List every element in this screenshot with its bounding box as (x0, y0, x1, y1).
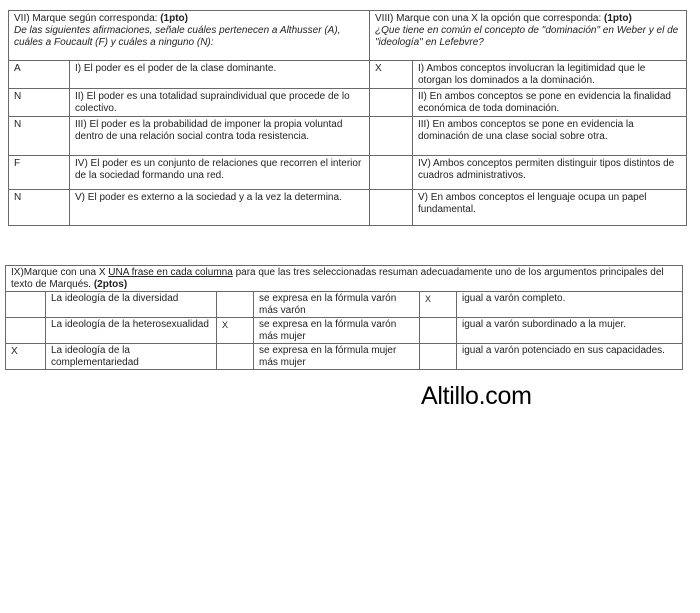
option-text: IV) Ambos conceptos permiten distinguir tipos distintos de cuadros administrativos. (413, 156, 687, 190)
column3-text: igual a varón subordinado a la mujer. (457, 318, 683, 344)
column2-mark (217, 292, 254, 318)
column2-mark: X (217, 318, 254, 344)
column1-mark: X (6, 344, 46, 370)
column1-text: La ideología de la diversidad (46, 292, 217, 318)
option-text: V) En ambos conceptos el lenguaje ocupa un papel fundamental. (413, 190, 687, 226)
section-ix-title-a: IX)Marque con una X (11, 267, 109, 278)
section-viii-question: ¿Que tiene en común el concepto de "dominación" en Weber y el de "ideología" en Lefebvre? (375, 25, 679, 48)
option-mark (370, 156, 413, 190)
statement-text: V) El poder es externo a la sociedad y a la vez la determina. (70, 190, 370, 226)
column3-text: igual a varón potenciado en sus capacidades. (457, 344, 683, 370)
section-vii-points: (1pto) (160, 13, 188, 24)
column1-mark (6, 318, 46, 344)
answer-mark: N (9, 190, 70, 226)
altillo-watermark: Altillo.com (421, 382, 532, 410)
section-ix-title-b: para que las tres seleccionadas resuman adecuadamente uno de los argumentos principales del texto de Marqués. (11, 267, 664, 290)
column3-text: igual a varón completo. (457, 292, 683, 318)
table-row (9, 89, 687, 117)
exam-table-ix (5, 265, 683, 370)
answer-mark: F (9, 156, 70, 190)
answer-mark: N (9, 117, 70, 156)
column1-text: La ideología de la heterosexualidad (46, 318, 217, 344)
table-row (6, 318, 683, 344)
column2-text: se expresa en la fórmula mujer más mujer (254, 344, 420, 370)
column2-text: se expresa en la fórmula varón más varón (254, 292, 420, 318)
section-vii-instruction: De las siguientes afirmaciones, señale cuáles pertenecen a Althusser (A), cuáles a Foucault (F) y cuáles a ninguno (N): (14, 25, 341, 48)
option-mark (370, 89, 413, 117)
column3-mark: X (420, 292, 457, 318)
table-header-row (9, 11, 687, 61)
table-row (9, 61, 687, 89)
section-vii-header (9, 11, 370, 61)
column1-text: La ideología de la complementariedad (46, 344, 217, 370)
statement-text: III) El poder es la probabilidad de imponer la propia voluntad dentro de una relación social contra toda resistencia. (70, 117, 370, 156)
option-mark: X (370, 61, 413, 89)
section-ix-header (6, 266, 683, 292)
statement-text: II) El poder es una totalidad supraindividual que procede de lo colectivo. (70, 89, 370, 117)
statement-text: I) El poder es el poder de la clase dominante. (70, 61, 370, 89)
table-row (6, 292, 683, 318)
option-text: III) En ambos conceptos se pone en evidencia la dominación de una clase social sobre otra. (413, 117, 687, 156)
column2-mark (217, 344, 254, 370)
answer-mark: A (9, 61, 70, 89)
section-ix-title-underlined: UNA frase en cada columna (108, 267, 233, 278)
section-viii-title: VIII) Marque con una X la opción que corresponda: (375, 13, 602, 24)
table-row (6, 344, 683, 370)
section-viii-points: (1pto) (604, 13, 632, 24)
section-vii-title: VII) Marque según corresponda: (14, 13, 158, 24)
section-viii-header (370, 11, 687, 61)
option-mark (370, 190, 413, 226)
table-header-row (6, 266, 683, 292)
table-row (9, 117, 687, 156)
option-mark (370, 117, 413, 156)
exam-table-vii-viii (8, 10, 687, 226)
section-ix-points: (2ptos) (93, 279, 128, 290)
statement-text: IV) El poder es un conjunto de relaciones que recorren el interior de la sociedad formando una red. (70, 156, 370, 190)
column3-mark (420, 318, 457, 344)
column2-text: se expresa en la fórmula varón más mujer (254, 318, 420, 344)
table-row (9, 190, 687, 226)
option-text: II) En ambos conceptos se pone en evidencia la finalidad económica de toda dominación. (413, 89, 687, 117)
answer-mark: N (9, 89, 70, 117)
option-text: I) Ambos conceptos involucran la legitimidad que le otorgan los dominados a la dominación. (413, 61, 687, 89)
column1-mark (6, 292, 46, 318)
table-row (9, 156, 687, 190)
column3-mark (420, 344, 457, 370)
